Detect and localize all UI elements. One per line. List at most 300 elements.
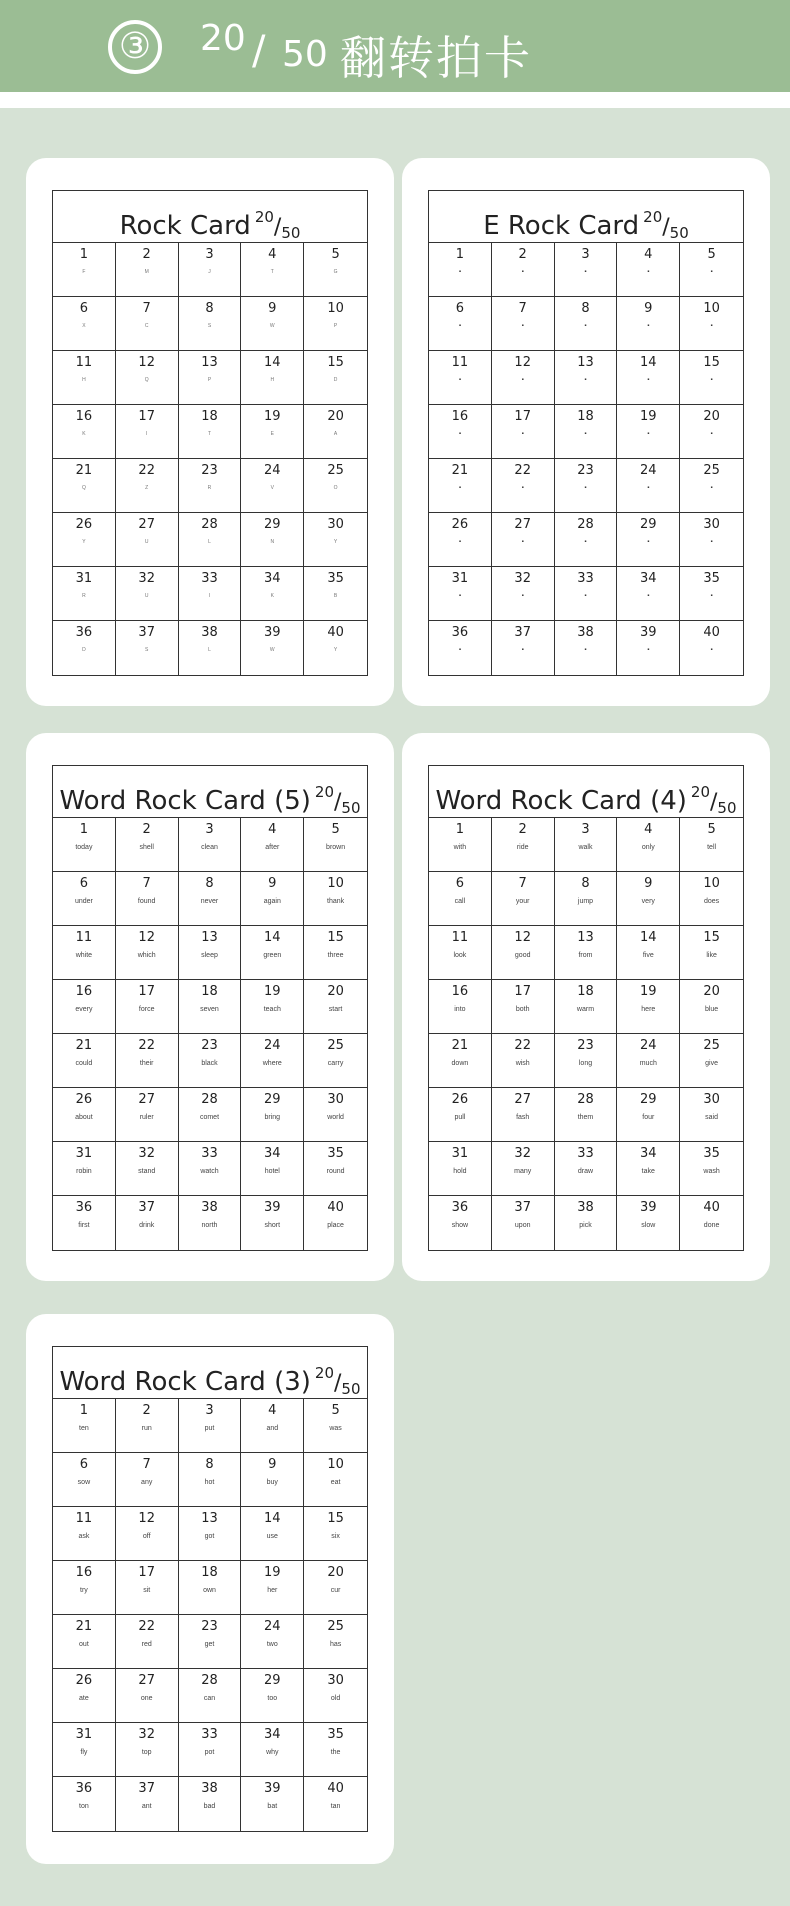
card-title-fraction-top: 20 bbox=[690, 783, 710, 801]
cell-label: ▪ bbox=[584, 539, 587, 545]
cell-number: 18 bbox=[201, 409, 218, 424]
card-word-rock-card-3 bbox=[26, 1314, 394, 1864]
grid-cell bbox=[617, 243, 680, 297]
cell-number: 37 bbox=[514, 1200, 531, 1215]
cell-label: five bbox=[642, 952, 654, 959]
grid-cell bbox=[680, 297, 743, 351]
cell-number: 25 bbox=[327, 1619, 344, 1634]
grid-cell bbox=[492, 818, 555, 872]
cell-number: 28 bbox=[577, 1092, 594, 1107]
card-title-fraction-bottom: 50 bbox=[341, 1380, 361, 1398]
cell-label: P bbox=[333, 323, 338, 329]
grid-cell bbox=[53, 818, 116, 872]
grid-cell bbox=[555, 243, 618, 297]
grid-cell bbox=[304, 1196, 367, 1250]
grid-cell bbox=[555, 818, 618, 872]
cell-label: bat bbox=[267, 1803, 278, 1810]
cell-number: 14 bbox=[264, 1511, 281, 1526]
cell-number: 8 bbox=[205, 301, 214, 316]
cell-number: 12 bbox=[138, 355, 155, 370]
grid-cell bbox=[617, 872, 680, 926]
cell-number: 40 bbox=[327, 1781, 344, 1796]
card-title-fraction-bottom: 50 bbox=[717, 799, 737, 817]
cell-number: 9 bbox=[268, 1457, 277, 1472]
cell-label: sow bbox=[77, 1479, 91, 1486]
cell-label: ▪ bbox=[521, 485, 524, 491]
cell-number: 10 bbox=[703, 876, 720, 891]
grid-cell bbox=[116, 1142, 179, 1196]
grid-cell bbox=[116, 1034, 179, 1088]
cell-number: 7 bbox=[518, 876, 527, 891]
grid-cell bbox=[617, 818, 680, 872]
grid-cell bbox=[53, 872, 116, 926]
cell-number: 32 bbox=[138, 1146, 155, 1161]
cell-number: 23 bbox=[201, 463, 218, 478]
cell-label: P bbox=[207, 377, 212, 383]
cell-number: 36 bbox=[75, 625, 93, 640]
cell-label: B bbox=[333, 593, 338, 599]
cell-label: U bbox=[144, 539, 149, 545]
cell-number: 3 bbox=[581, 822, 590, 837]
grid-cell bbox=[116, 351, 179, 405]
cell-number: 3 bbox=[205, 247, 214, 262]
grid-cell bbox=[53, 1453, 116, 1507]
grid-cell bbox=[304, 567, 367, 621]
cell-number: 39 bbox=[640, 625, 657, 640]
grid-cell bbox=[617, 1142, 680, 1196]
grid-cell bbox=[304, 1507, 367, 1561]
cell-label: J bbox=[208, 269, 211, 275]
cell-number: 35 bbox=[703, 571, 720, 586]
grid-cell bbox=[179, 1453, 242, 1507]
cell-number: 3 bbox=[205, 1403, 214, 1418]
cell-number: 34 bbox=[264, 571, 281, 586]
step-number: ③ bbox=[108, 20, 162, 74]
cell-number: 36 bbox=[75, 1781, 93, 1796]
cell-number: 7 bbox=[142, 301, 151, 316]
cell-number: 12 bbox=[514, 930, 531, 945]
cell-number: 20 bbox=[327, 1565, 344, 1580]
cell-label: got bbox=[204, 1533, 215, 1540]
cell-number: 27 bbox=[138, 1673, 155, 1688]
cell-label: good bbox=[514, 952, 531, 959]
cell-number: 5 bbox=[331, 1403, 340, 1418]
card-title-fraction-slash: / bbox=[710, 790, 718, 815]
grid-cell bbox=[555, 459, 618, 513]
grid-cell bbox=[429, 513, 492, 567]
cell-label: the bbox=[330, 1749, 341, 1756]
grid-cell bbox=[53, 1561, 116, 1615]
cell-label: O bbox=[333, 485, 338, 491]
cell-label: north bbox=[201, 1222, 218, 1229]
cell-number: 11 bbox=[75, 930, 93, 945]
cell-label: ▪ bbox=[647, 431, 650, 437]
cell-number: 11 bbox=[451, 355, 469, 370]
grid-cell bbox=[304, 1034, 367, 1088]
cell-number: 13 bbox=[201, 355, 218, 370]
cell-number: 34 bbox=[640, 571, 657, 586]
cell-number: 38 bbox=[577, 625, 594, 640]
card-grid bbox=[53, 1399, 367, 1831]
cell-number: 15 bbox=[327, 930, 344, 945]
grid-cell bbox=[53, 513, 116, 567]
cell-number: 10 bbox=[327, 1457, 344, 1472]
cell-number: 15 bbox=[703, 355, 720, 370]
grid-cell bbox=[492, 513, 555, 567]
cell-number: 22 bbox=[514, 463, 531, 478]
grid-cell bbox=[241, 1142, 304, 1196]
grid-cell bbox=[304, 1723, 367, 1777]
cell-number: 34 bbox=[264, 1727, 281, 1742]
cell-label: Q bbox=[144, 377, 149, 383]
cell-label: with bbox=[453, 844, 467, 851]
card-grid bbox=[53, 243, 367, 675]
card-title-text: E Rock Card bbox=[483, 211, 640, 241]
cell-label: round bbox=[326, 1168, 345, 1175]
page-title: 翻转拍卡 bbox=[340, 31, 532, 85]
cell-label: stand bbox=[138, 1168, 156, 1175]
grid-cell bbox=[555, 621, 618, 675]
cell-label: ▪ bbox=[521, 269, 524, 275]
cell-number: 17 bbox=[514, 409, 531, 424]
card-word-rock-card-4 bbox=[402, 733, 770, 1281]
cell-label: hold bbox=[453, 1168, 467, 1175]
cell-number: 28 bbox=[201, 517, 218, 532]
cell-number: 2 bbox=[142, 822, 151, 837]
cell-number: 29 bbox=[640, 1092, 657, 1107]
grid-cell bbox=[304, 818, 367, 872]
grid-cell bbox=[304, 1777, 367, 1831]
grid-cell bbox=[304, 351, 367, 405]
cell-label: ▪ bbox=[521, 539, 524, 545]
grid-cell bbox=[304, 1142, 367, 1196]
cell-label: eat bbox=[330, 1479, 341, 1486]
cell-label: ▪ bbox=[647, 485, 650, 491]
grid-cell bbox=[241, 513, 304, 567]
cell-label: old bbox=[330, 1695, 341, 1702]
grid-cell bbox=[179, 1088, 242, 1142]
card-word-rock-card-5 bbox=[26, 733, 394, 1281]
cell-label: A bbox=[333, 431, 338, 437]
cell-number: 9 bbox=[644, 301, 653, 316]
cell-label: again bbox=[263, 898, 281, 905]
grid-cell bbox=[492, 459, 555, 513]
grid-cell bbox=[53, 980, 116, 1034]
grid-cell bbox=[555, 872, 618, 926]
card-table bbox=[52, 1346, 368, 1832]
cell-number: 14 bbox=[640, 355, 657, 370]
grid-cell bbox=[304, 872, 367, 926]
progress-total: 50 bbox=[282, 34, 328, 75]
cell-number: 28 bbox=[201, 1092, 218, 1107]
card-title bbox=[429, 766, 743, 818]
grid-cell bbox=[617, 513, 680, 567]
grid-cell bbox=[241, 1507, 304, 1561]
cell-label: robin bbox=[76, 1168, 92, 1175]
cell-number: 11 bbox=[75, 355, 93, 370]
cell-number: 3 bbox=[205, 822, 214, 837]
cell-label: has bbox=[329, 1641, 342, 1648]
grid-cell bbox=[179, 980, 242, 1034]
cell-number: 19 bbox=[264, 984, 281, 999]
cell-number: 40 bbox=[327, 1200, 344, 1215]
cell-label: N bbox=[270, 539, 275, 545]
cell-number: 5 bbox=[331, 822, 340, 837]
grid-cell bbox=[555, 351, 618, 405]
cell-number: 26 bbox=[75, 517, 93, 532]
cell-label: fly bbox=[80, 1749, 88, 1756]
cell-number: 33 bbox=[577, 1146, 594, 1161]
cell-label: bring bbox=[264, 1114, 281, 1121]
card-rock-card bbox=[26, 158, 394, 706]
grid-cell bbox=[53, 1034, 116, 1088]
cell-number: 13 bbox=[201, 1511, 218, 1526]
cell-label: ▪ bbox=[458, 431, 461, 437]
grid-cell bbox=[492, 1196, 555, 1250]
cell-number: 17 bbox=[138, 984, 155, 999]
grid-cell bbox=[680, 243, 743, 297]
cell-number: 24 bbox=[264, 463, 281, 478]
cell-label: Y bbox=[333, 647, 338, 653]
cell-label: was bbox=[329, 1425, 342, 1432]
grid-cell bbox=[53, 1142, 116, 1196]
cell-number: 39 bbox=[264, 1200, 281, 1215]
grid-cell bbox=[555, 1088, 618, 1142]
cell-label: M bbox=[144, 269, 149, 275]
grid-cell bbox=[680, 1088, 743, 1142]
grid-cell bbox=[116, 1196, 179, 1250]
card-title-fraction-bottom: 50 bbox=[669, 224, 689, 242]
cell-number: 23 bbox=[577, 1038, 594, 1053]
cell-label: Y bbox=[82, 539, 86, 545]
card-grid bbox=[429, 818, 743, 1250]
cell-label: place bbox=[327, 1222, 344, 1229]
grid-cell bbox=[53, 1196, 116, 1250]
cell-label: down bbox=[451, 1060, 469, 1067]
grid-cell bbox=[241, 621, 304, 675]
grid-cell bbox=[179, 1507, 242, 1561]
cell-label: T bbox=[207, 431, 212, 437]
cell-label: K bbox=[270, 593, 274, 599]
grid-cell bbox=[617, 459, 680, 513]
grid-cell bbox=[617, 567, 680, 621]
cell-label: ▪ bbox=[458, 485, 461, 491]
grid-cell bbox=[680, 926, 743, 980]
cell-label: H bbox=[82, 377, 86, 383]
cell-number: 4 bbox=[268, 822, 277, 837]
cell-label: found bbox=[137, 898, 156, 905]
grid-cell bbox=[116, 926, 179, 980]
cell-label: ▪ bbox=[647, 323, 650, 329]
grid-cell bbox=[492, 1088, 555, 1142]
grid-cell bbox=[116, 1669, 179, 1723]
cell-number: 27 bbox=[514, 517, 531, 532]
grid-cell bbox=[116, 1615, 179, 1669]
cell-number: 18 bbox=[201, 1565, 218, 1580]
cell-number: 25 bbox=[703, 463, 720, 478]
grid-cell bbox=[617, 980, 680, 1034]
grid-cell bbox=[429, 1088, 492, 1142]
cell-number: 30 bbox=[327, 1673, 344, 1688]
cell-number: 9 bbox=[268, 876, 277, 891]
grid-cell bbox=[116, 621, 179, 675]
cell-number: 23 bbox=[201, 1038, 218, 1053]
cell-number: 16 bbox=[451, 409, 469, 424]
cell-label: black bbox=[201, 1060, 218, 1067]
card-title-fraction-top: 20 bbox=[643, 208, 663, 226]
cell-label: ▪ bbox=[521, 323, 524, 329]
cell-number: 33 bbox=[201, 571, 218, 586]
cell-label: ▪ bbox=[584, 377, 587, 383]
cell-label: put bbox=[204, 1425, 215, 1432]
cell-label: here bbox=[641, 1006, 656, 1013]
cell-number: 33 bbox=[201, 1727, 218, 1742]
cell-number: 30 bbox=[703, 517, 720, 532]
grid-cell bbox=[241, 405, 304, 459]
grid-cell bbox=[53, 459, 116, 513]
grid-cell bbox=[304, 243, 367, 297]
card-title bbox=[429, 191, 743, 243]
card-title-fraction-top: 20 bbox=[314, 1364, 334, 1382]
cell-number: 25 bbox=[327, 1038, 344, 1053]
cell-number: 19 bbox=[264, 1565, 281, 1580]
card-title-fraction-slash: / bbox=[273, 215, 282, 240]
cell-number: 29 bbox=[264, 1092, 281, 1107]
card-title-fraction-top: 20 bbox=[254, 208, 274, 226]
card-title-text: Word Rock Card (5) bbox=[59, 786, 311, 816]
cell-label: look bbox=[453, 952, 467, 959]
grid-cell bbox=[179, 297, 242, 351]
cell-label: ▪ bbox=[710, 269, 713, 275]
card-title bbox=[53, 1347, 367, 1399]
cell-label: ▪ bbox=[521, 647, 524, 653]
grid-cell bbox=[680, 1034, 743, 1088]
cell-number: 8 bbox=[205, 1457, 214, 1472]
cell-number: 15 bbox=[703, 930, 720, 945]
cell-number: 3 bbox=[581, 247, 590, 262]
grid-cell bbox=[116, 405, 179, 459]
cell-number: 31 bbox=[451, 571, 469, 586]
cell-number: 32 bbox=[514, 571, 531, 586]
cell-label: pot bbox=[204, 1749, 215, 1756]
cell-number: 8 bbox=[581, 876, 590, 891]
grid-cell bbox=[116, 1399, 179, 1453]
grid-cell bbox=[680, 351, 743, 405]
cell-number: 11 bbox=[75, 1511, 93, 1526]
cell-label: ▪ bbox=[710, 485, 713, 491]
cell-label: ride bbox=[516, 844, 529, 851]
cell-label: watch bbox=[200, 1168, 219, 1175]
grid-cell bbox=[116, 872, 179, 926]
grid-cell bbox=[617, 926, 680, 980]
cell-label: I bbox=[146, 431, 148, 437]
cell-number: 9 bbox=[644, 876, 653, 891]
cell-number: 33 bbox=[201, 1146, 218, 1161]
cell-label: ▪ bbox=[647, 269, 650, 275]
cell-label: ant bbox=[141, 1803, 152, 1810]
cell-label: wash bbox=[703, 1168, 720, 1175]
card-title bbox=[53, 191, 367, 243]
cell-label: Q bbox=[81, 485, 86, 491]
grid-cell bbox=[241, 1088, 304, 1142]
grid-cell bbox=[241, 1453, 304, 1507]
card-e-rock-card bbox=[402, 158, 770, 706]
grid-cell bbox=[179, 1615, 242, 1669]
card-title-fraction-slash: / bbox=[334, 1371, 342, 1396]
cell-number: 16 bbox=[451, 984, 469, 999]
cell-number: 35 bbox=[327, 1727, 344, 1742]
cell-number: 6 bbox=[455, 876, 465, 891]
cell-number: 39 bbox=[264, 1781, 281, 1796]
cell-number: 2 bbox=[518, 822, 527, 837]
grid-cell bbox=[53, 297, 116, 351]
cell-number: 36 bbox=[75, 1200, 93, 1215]
cell-label: buy bbox=[266, 1479, 278, 1486]
card-title-text: Word Rock Card (3) bbox=[59, 1367, 311, 1397]
cell-number: 7 bbox=[142, 876, 151, 891]
cell-label: green bbox=[263, 952, 282, 959]
grid-cell bbox=[241, 1034, 304, 1088]
card-title-text: Rock Card bbox=[119, 211, 251, 241]
cell-label: cur bbox=[330, 1587, 341, 1594]
grid-cell bbox=[241, 1777, 304, 1831]
cell-label: walk bbox=[578, 844, 593, 851]
cell-label: brown bbox=[326, 844, 346, 851]
grid-cell bbox=[429, 818, 492, 872]
grid-cell bbox=[179, 1034, 242, 1088]
grid-cell bbox=[116, 818, 179, 872]
cell-label: wish bbox=[515, 1060, 530, 1067]
grid-cell bbox=[304, 1399, 367, 1453]
cell-label: could bbox=[75, 1060, 93, 1067]
grid-cell bbox=[429, 926, 492, 980]
grid-cell bbox=[555, 1196, 618, 1250]
grid-cell bbox=[555, 513, 618, 567]
header-banner bbox=[0, 0, 790, 92]
cell-label: hot bbox=[204, 1479, 215, 1486]
cell-label: G bbox=[333, 269, 338, 275]
cell-label: any bbox=[141, 1479, 153, 1486]
cell-label: off bbox=[142, 1533, 151, 1540]
cell-label: ▪ bbox=[710, 377, 713, 383]
grid-cell bbox=[179, 567, 242, 621]
cell-number: 20 bbox=[703, 984, 720, 999]
cell-number: 21 bbox=[451, 463, 469, 478]
cell-label: both bbox=[515, 1006, 530, 1013]
cell-number: 37 bbox=[138, 1200, 155, 1215]
grid-cell bbox=[680, 459, 743, 513]
cell-number: 4 bbox=[644, 822, 653, 837]
cell-label: can bbox=[203, 1695, 216, 1702]
card-grid bbox=[53, 818, 367, 1250]
cell-number: 16 bbox=[75, 1565, 93, 1580]
grid-cell bbox=[241, 1399, 304, 1453]
cell-label: ▪ bbox=[521, 377, 524, 383]
cell-label: V bbox=[270, 485, 274, 491]
grid-cell bbox=[555, 405, 618, 459]
cell-number: 5 bbox=[707, 247, 716, 262]
cell-label: three bbox=[327, 952, 344, 959]
cell-number: 28 bbox=[577, 517, 594, 532]
cell-number: 39 bbox=[640, 1200, 657, 1215]
cell-label: use bbox=[266, 1533, 278, 1540]
cell-number: 35 bbox=[327, 1146, 344, 1161]
cell-label: ▪ bbox=[458, 269, 461, 275]
cell-number: 27 bbox=[514, 1092, 531, 1107]
cell-label: every bbox=[75, 1006, 93, 1013]
cell-label: too bbox=[267, 1695, 278, 1702]
cell-label: tell bbox=[707, 844, 717, 851]
